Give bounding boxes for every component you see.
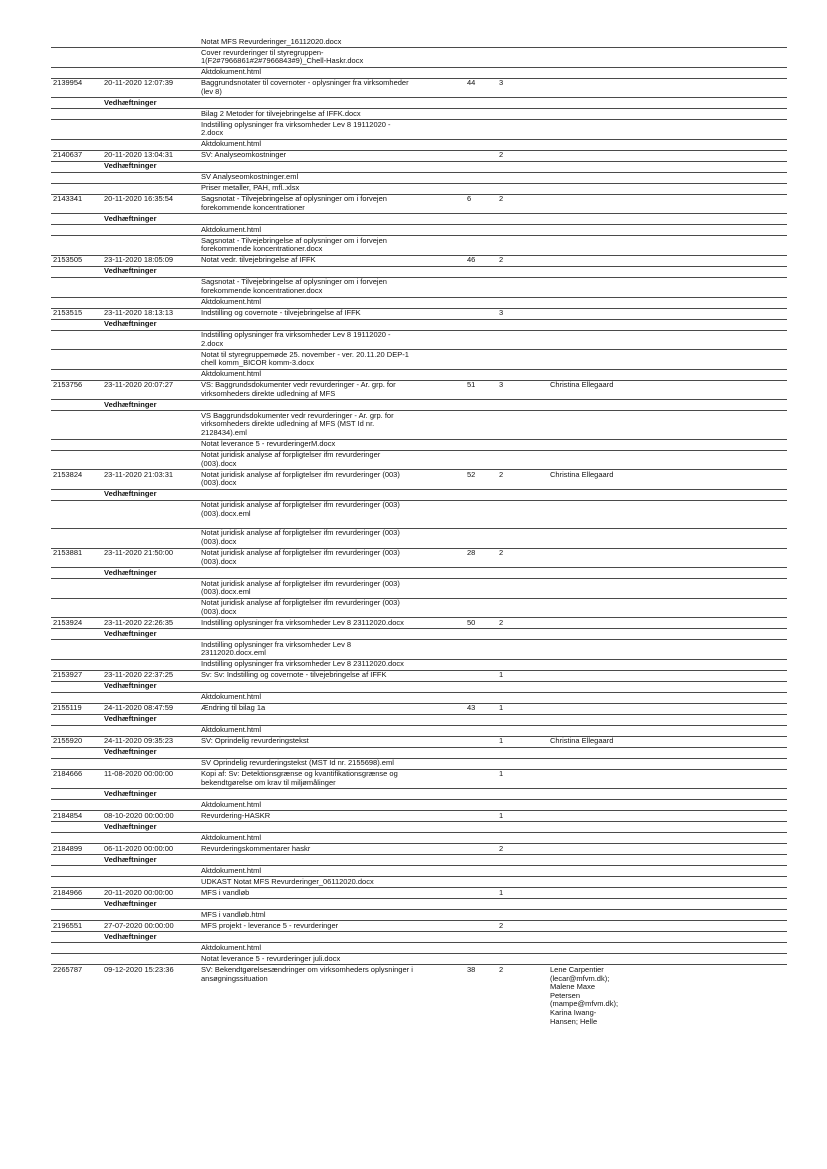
attachments-label: Vedhæftninger <box>104 714 157 724</box>
attachments-label-row <box>51 855 787 866</box>
document-id: 2153881 <box>53 548 83 557</box>
attachments-label-row <box>51 629 787 640</box>
document-title: MFS i vandløb <box>201 887 250 897</box>
document-category: 2 <box>499 255 504 265</box>
attachment-row <box>51 640 787 660</box>
document-row <box>51 195 787 215</box>
document-date: 23-11-2020 18:05:09 <box>104 255 174 265</box>
attachments-label-row <box>51 98 787 109</box>
attachment-row <box>51 225 787 236</box>
document-row <box>51 79 787 99</box>
attachments-label-row <box>51 490 787 501</box>
document-count: 44 <box>467 78 476 88</box>
document-id: 2196551 <box>53 920 83 930</box>
attachments-label: Vedhæftninger <box>104 628 157 638</box>
attachment-row <box>51 370 787 381</box>
document-title: Revurdering-HASKR <box>201 810 271 820</box>
attachment-file: Indstilling oplysninger fra virksomheder Lev 8 19112020 - 2.docx <box>201 330 391 348</box>
document-row <box>51 309 787 320</box>
attachments-label: Vedhæftninger <box>104 161 157 171</box>
attachment-row <box>51 48 787 68</box>
document-title: Ændring til bilag 1a <box>201 703 266 713</box>
attachment-file: Aktdokument.html <box>201 799 262 809</box>
document-count: 52 <box>467 469 476 479</box>
attachment-row <box>51 954 787 965</box>
document-date: 27-07-2020 00:00:00 <box>104 920 174 930</box>
document-id: 2184854 <box>53 810 83 820</box>
document-recipient: Christina Ellegaard <box>550 380 614 390</box>
document-row <box>51 888 787 899</box>
document-category: 1 <box>499 703 504 713</box>
document-title: VS: Baggrundsdokumenter vedr revurderinger - Ar. grp. for virksomheders direkte udledning af MFS <box>201 380 396 398</box>
document-row <box>51 965 787 1045</box>
attachments-label: Vedhæftninger <box>104 97 157 107</box>
attachments-label-row <box>51 789 787 800</box>
attachment-file: VS Baggrundsdokumenter vedr revurderinger - Ar. grp. for virksomheders direkte udledning af MFS (MST Id nr. 2128434).eml <box>201 410 394 438</box>
document-category: 1 <box>499 736 504 746</box>
document-count: 51 <box>467 380 476 390</box>
attachment-row <box>51 943 787 954</box>
attachment-row <box>51 68 787 79</box>
attachment-row <box>51 833 787 844</box>
attachment-row <box>51 350 787 370</box>
attachments-label-row <box>51 748 787 759</box>
attachment-file: Cover revurderinger til styregruppen- 1(F2#7966861#2#7966843#9)_Chell-Haskr.docx <box>201 47 364 66</box>
attachments-label-row <box>51 162 787 173</box>
document-id: 2153927 <box>53 670 83 680</box>
attachments-label: Vedhæftninger <box>104 567 157 577</box>
document-recipient: Christina Ellegaard <box>550 469 614 479</box>
document-recipient: Christina Ellegaard <box>550 736 614 746</box>
document-id: 2153505 <box>53 255 83 265</box>
attachments-label: Vedhæftninger <box>104 747 157 757</box>
attachment-row <box>51 120 787 140</box>
document-row <box>51 151 787 162</box>
document-title: SV: Oprindelig revurderingstekst <box>201 736 309 746</box>
attachments-label: Vedhæftninger <box>104 931 157 941</box>
attachment-row <box>51 866 787 877</box>
document-title: SV: Bekendtgørelsesændringer om virksomheders oplysninger i ansøgningssituation <box>201 964 413 983</box>
document-id: 2155920 <box>53 736 83 746</box>
document-id: 2153824 <box>53 469 83 479</box>
attachments-label-row <box>51 899 787 910</box>
attachment-row <box>51 579 787 599</box>
document-category: 2 <box>499 964 504 974</box>
document-category: 3 <box>499 380 504 390</box>
attachments-label-row <box>51 682 787 693</box>
attachment-file: Notat juridisk analyse af forpligtelser ifm revurderinger (003) (003).docx <box>201 598 400 616</box>
document-row <box>51 811 787 822</box>
document-recipient: Lene Carpentier (lecar@mfvm.dk); Malene Maxe Petersen (mampe@mfvm.dk); Karina Iwang- Hansen; Helle <box>550 964 619 1026</box>
document-category: 2 <box>499 617 504 627</box>
document-category: 2 <box>499 548 504 557</box>
document-count: 38 <box>467 964 476 974</box>
attachments-label: Vedhæftninger <box>104 213 157 223</box>
attachments-label: Vedhæftninger <box>104 399 157 409</box>
document-row <box>51 549 787 569</box>
attachment-file: Indstilling oplysninger fra virksomheder Lev 8 19112020 - 2.docx <box>201 119 391 138</box>
document-category: 2 <box>499 469 504 479</box>
attachment-row <box>51 726 787 737</box>
attachment-file: Aktdokument.html <box>201 942 262 952</box>
attachment-file: Aktdokument.html <box>201 139 262 149</box>
attachment-file: UDKAST Notat MFS Revurderinger_06112020.docx <box>201 876 374 886</box>
attachment-file: Aktdokument.html <box>201 725 262 735</box>
document-row <box>51 770 787 790</box>
attachment-file: Notat MFS Revurderinger_16112020.docx <box>201 36 342 46</box>
attachment-file: Aktdokument.html <box>201 297 262 307</box>
document-id: 2184899 <box>53 843 83 853</box>
attachments-label: Vedhæftninger <box>104 821 157 831</box>
attachment-row <box>51 693 787 704</box>
document-id: 2140637 <box>53 150 83 160</box>
document-category: 2 <box>499 843 504 853</box>
attachments-label-row <box>51 568 787 579</box>
document-date: 23-11-2020 21:50:00 <box>104 548 174 557</box>
document-date: 09-12-2020 15:23:36 <box>104 964 174 974</box>
document-title: Notat juridisk analyse af forpligtelser ifm revurderinger (003) (003).docx <box>201 548 400 566</box>
attachments-label: Vedhæftninger <box>104 788 157 798</box>
attachment-row <box>51 37 787 48</box>
attachments-label: Vedhæftninger <box>104 854 157 864</box>
document-title: Baggrundsnotater til covernoter - oplysninger fra virksomheder (lev 8) <box>201 78 409 96</box>
document-date: 23-11-2020 18:13:13 <box>104 308 174 318</box>
attachment-file: Sagsnotat - Tilvejebringelse af oplysninger om i forvejen forekommende koncentrationer.docx <box>201 277 387 296</box>
attachments-label: Vedhæftninger <box>104 681 157 691</box>
attachment-file: Notat juridisk analyse af forpligtelser ifm revurderinger (003) (003).docx <box>201 528 400 546</box>
document-title: Indstilling og covernote - tilvejebringelse af IFFK <box>201 308 361 318</box>
document-id: 2139954 <box>53 78 83 88</box>
attachments-label-row <box>51 715 787 726</box>
attachment-file: Aktdokument.html <box>201 67 262 77</box>
document-row <box>51 381 787 401</box>
attachment-row <box>51 877 787 888</box>
document-count: 6 <box>467 194 472 204</box>
document-title: Notat vedr. tilvejebringelse af IFFK <box>201 255 316 265</box>
document-category: 3 <box>499 78 504 88</box>
attachment-row <box>51 529 787 549</box>
document-title: Indstilling oplysninger fra virksomheder Lev 8 23112020.docx <box>201 617 404 627</box>
attachment-file: Aktdokument.html <box>201 832 262 842</box>
attachment-row <box>51 278 787 298</box>
attachment-file: Indstilling oplysninger fra virksomheder Lev 8 23112020.docx <box>201 659 404 669</box>
attachment-file: Indstilling oplysninger fra virksomheder Lev 8 23112020.docx.eml <box>201 639 352 658</box>
document-date: 06-11-2020 00:00:00 <box>104 843 174 853</box>
attachments-label: Vedhæftninger <box>104 898 157 908</box>
document-row <box>51 921 787 932</box>
attachment-row <box>51 501 787 529</box>
attachment-file: Priser metaller, PAH, mfl..xlsx <box>201 183 300 193</box>
attachment-row <box>51 298 787 309</box>
document-id: 2184966 <box>53 887 83 897</box>
document-row <box>51 256 787 267</box>
document-category: 2 <box>499 920 504 930</box>
document-id: 2265787 <box>53 964 83 974</box>
document-date: 20-11-2020 16:35:54 <box>104 194 174 204</box>
attachments-label: Vedhæftninger <box>104 319 157 329</box>
document-id: 2143341 <box>53 194 83 204</box>
attachments-label: Vedhæftninger <box>104 489 157 499</box>
attachment-row <box>51 140 787 151</box>
attachment-row <box>51 331 787 351</box>
document-title: Revurderingskommentarer haskr <box>201 843 311 853</box>
attachment-file: Aktdokument.html <box>201 692 262 702</box>
document-category: 2 <box>499 194 504 204</box>
attachment-file: Aktdokument.html <box>201 224 262 234</box>
document-category: 1 <box>499 769 504 779</box>
document-title: Sagsnotat - Tilvejebringelse af oplysninger om i forvejen forekommende koncentrationer <box>201 194 387 212</box>
attachment-row <box>51 236 787 256</box>
document-date: 20-11-2020 12:07:39 <box>104 78 174 88</box>
document-date: 08-10-2020 00:00:00 <box>104 810 174 820</box>
document-row <box>51 737 787 748</box>
attachments-label-row <box>51 267 787 278</box>
document-date: 24-11-2020 09:35:23 <box>104 736 174 746</box>
attachment-file: Notat juridisk analyse af forpligtelser ifm revurderinger (003) (003).docx.eml <box>201 500 400 518</box>
attachment-file: Bilag 2 Metoder for tilvejebringelse af IFFK.docx <box>201 108 361 118</box>
attachment-file: Notat leverance 5 - revurderinger juli.docx <box>201 953 341 963</box>
attachments-label: Vedhæftninger <box>104 266 157 276</box>
document-category: 1 <box>499 887 504 897</box>
attachments-label-row <box>51 214 787 225</box>
attachment-row <box>51 910 787 921</box>
document-row <box>51 470 787 490</box>
document-category: 1 <box>499 810 504 820</box>
attachment-row <box>51 440 787 451</box>
attachment-file: Notat juridisk analyse af forpligtelser ifm revurderinger (003).docx <box>201 450 381 468</box>
attachment-file: SV Analyseomkostninger.eml <box>201 172 299 182</box>
attachment-file: Sagsnotat - Tilvejebringelse af oplysninger om i forvejen forekommende koncentrationer.docx <box>201 235 387 254</box>
document-row <box>51 671 787 682</box>
document-date: 20-11-2020 13:04:31 <box>104 150 174 160</box>
attachment-row <box>51 451 787 471</box>
document-date: 11-08-2020 00:00:00 <box>104 769 174 779</box>
document-date: 23-11-2020 22:37:25 <box>104 670 174 680</box>
document-row <box>51 704 787 715</box>
attachment-row <box>51 184 787 195</box>
document-id: 2155119 <box>53 703 82 713</box>
document-title: MFS projekt - leverance 5 - revurderinger <box>201 920 339 930</box>
document-title: SV: Analyseomkostninger <box>201 150 287 160</box>
document-row <box>51 844 787 855</box>
document-row <box>51 618 787 629</box>
attachments-label-row <box>51 400 787 411</box>
document-category: 1 <box>499 670 504 680</box>
document-date: 23-11-2020 21:03:31 <box>104 469 174 479</box>
document-id: 2153924 <box>53 617 83 627</box>
attachment-file: Notat juridisk analyse af forpligtelser ifm revurderinger (003) (003).docx.eml <box>201 578 400 597</box>
attachments-label-row <box>51 822 787 833</box>
document-title: Notat juridisk analyse af forpligtelser ifm revurderinger (003) (003).docx <box>201 469 400 488</box>
document-date: 23-11-2020 20:07:27 <box>104 380 174 390</box>
attachment-row <box>51 173 787 184</box>
attachment-row <box>51 599 787 619</box>
attachment-row <box>51 759 787 770</box>
attachments-label-row <box>51 932 787 943</box>
document-register-table <box>51 37 787 1045</box>
document-id: 2184666 <box>53 769 83 779</box>
document-date: 23-11-2020 22:26:35 <box>104 617 174 627</box>
attachment-row <box>51 411 787 439</box>
attachment-row <box>51 800 787 811</box>
document-title: Sv: Sv: Indstilling og covernote - tilvejebringelse af IFFK <box>201 670 387 680</box>
document-category: 2 <box>499 150 504 160</box>
attachment-file: Aktdokument.html <box>201 369 262 379</box>
document-category: 3 <box>499 308 504 318</box>
document-date: 20-11-2020 00:00:00 <box>104 887 174 897</box>
attachment-file: MFS i vandløb.html <box>201 909 266 919</box>
document-date: 24-11-2020 08:47:59 <box>104 703 174 713</box>
attachment-file: Notat til styregruppemøde 25. november - ver. 20.11.20 DEP-1 chell komm_BICOR komm-3.docx <box>201 349 409 368</box>
document-count: 28 <box>467 548 476 557</box>
attachment-file: Aktdokument.html <box>201 865 262 875</box>
document-id: 2153515 <box>53 308 83 318</box>
attachment-file: SV Oprindelig revurderingstekst (MST Id nr. 2155698).eml <box>201 758 394 768</box>
attachment-file: Notat leverance 5 - revurderingerM.docx <box>201 439 336 449</box>
document-count: 50 <box>467 617 476 627</box>
document-count: 46 <box>467 255 476 265</box>
document-id: 2153756 <box>53 380 83 390</box>
attachments-label-row <box>51 320 787 331</box>
document-count: 43 <box>467 703 476 713</box>
attachment-row <box>51 660 787 671</box>
attachment-row <box>51 109 787 120</box>
document-title: Kopi af: Sv: Detektionsgrænse og kvantifikationsgrænse og bekendtgørelse om krav til miljømålinger <box>201 769 398 787</box>
